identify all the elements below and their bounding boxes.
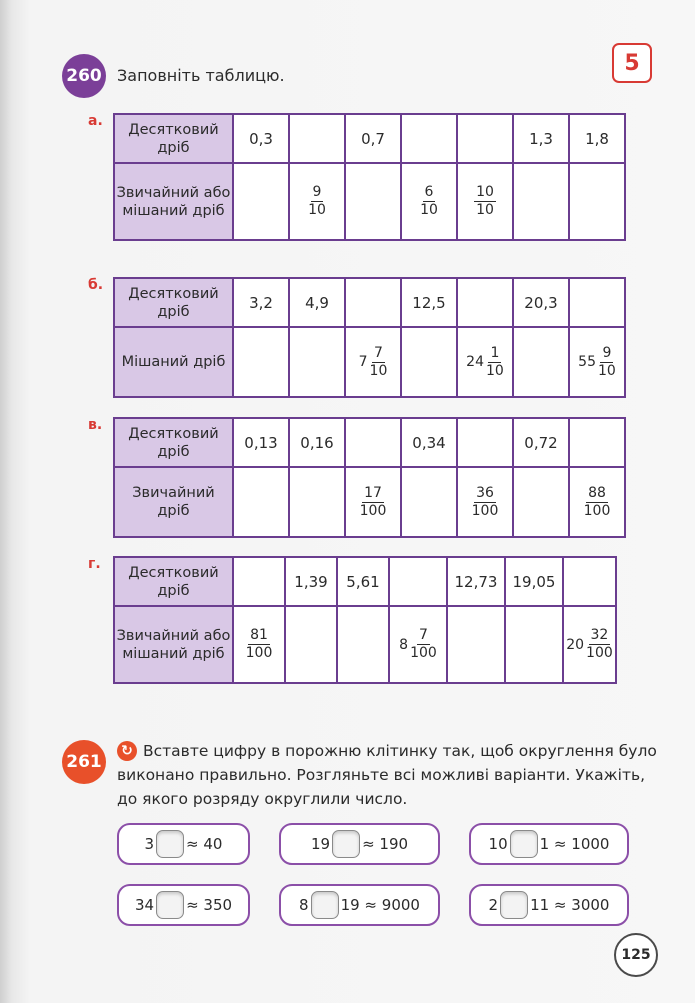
- empty-cell[interactable]: [345, 163, 401, 240]
- denominator: 10: [420, 202, 438, 218]
- empty-cell[interactable]: [401, 467, 457, 537]
- common-fraction: [471, 484, 499, 519]
- empty-cell[interactable]: [337, 606, 389, 683]
- fraction-row: [114, 467, 625, 537]
- decimal-row: [114, 557, 616, 606]
- decimal-row: [114, 278, 625, 327]
- empty-cell[interactable]: [569, 163, 625, 240]
- rounding-result: 1 ≈ 1000: [539, 835, 610, 853]
- fraction: [598, 345, 616, 380]
- row-header-decimal: Десятковий дріб: [114, 278, 233, 327]
- digit-slot[interactable]: [332, 830, 360, 858]
- rounding-item: [469, 823, 629, 865]
- table-part-v: [113, 417, 626, 538]
- empty-cell[interactable]: [563, 557, 616, 606]
- part-label-v: в.: [88, 417, 103, 433]
- fraction-row: [114, 327, 625, 397]
- decimal-cell: 20,3: [513, 278, 569, 327]
- fraction-cell: [345, 467, 401, 537]
- denominator: 100: [471, 502, 499, 519]
- row-header-fraction: Звичайний дріб: [114, 467, 233, 537]
- decimal-cell: 12,5: [401, 278, 457, 327]
- fraction-cell: [563, 606, 616, 683]
- denominator: 10: [486, 362, 504, 379]
- fraction: [246, 627, 273, 662]
- empty-cell[interactable]: [401, 327, 457, 397]
- grade-badge: 5: [612, 43, 652, 83]
- rounding-item: [279, 884, 440, 926]
- empty-cell[interactable]: [233, 557, 285, 606]
- fraction-cell: [457, 467, 513, 537]
- decimal-cell: 19,05: [505, 557, 563, 606]
- number-prefix: 10: [488, 835, 508, 853]
- common-fraction: [583, 484, 611, 519]
- denominator: 100: [359, 502, 387, 519]
- table-part-a: [113, 113, 626, 241]
- rounding-result: 11 ≈ 3000: [530, 896, 610, 914]
- row-header-fraction: Звичайний або мішаний дріб: [114, 606, 233, 683]
- fraction: [370, 345, 388, 380]
- denominator: 100: [410, 645, 437, 661]
- rounding-result: 19 ≈ 9000: [340, 896, 420, 914]
- fraction: [586, 627, 613, 662]
- numerator: 1: [490, 344, 500, 361]
- empty-cell[interactable]: [457, 114, 513, 163]
- decimal-cell: 4,9: [289, 278, 345, 327]
- fraction-cell: [389, 606, 447, 683]
- fraction-cell: [457, 327, 513, 397]
- denominator: 100: [583, 502, 611, 519]
- decimal-cell: 0,13: [233, 418, 289, 467]
- decimal-row: [114, 114, 625, 163]
- fraction: [308, 184, 326, 219]
- denominator: 100: [586, 645, 613, 661]
- numerator: 88: [588, 484, 606, 501]
- decimal-row: [114, 418, 625, 467]
- mixed-number: [399, 627, 437, 662]
- empty-cell[interactable]: [233, 163, 289, 240]
- denominator: 10: [369, 362, 388, 379]
- fraction-cell: [569, 467, 625, 537]
- rounding-result: ≈ 190: [362, 835, 409, 853]
- decimal-cell: 0,3: [233, 114, 289, 163]
- number-prefix: 2: [488, 896, 499, 914]
- empty-cell[interactable]: [289, 327, 345, 397]
- numerator: 9: [602, 344, 612, 361]
- digit-slot[interactable]: [500, 891, 528, 919]
- fraction: [584, 485, 611, 520]
- empty-cell[interactable]: [513, 327, 569, 397]
- digit-slot[interactable]: [156, 891, 184, 919]
- row-header-fraction: Мішаний дріб: [114, 327, 233, 397]
- rounding-result: ≈ 40: [186, 835, 223, 853]
- numerator: 36: [476, 484, 494, 501]
- fraction: [472, 485, 499, 520]
- page-number: 125: [614, 933, 658, 977]
- part-label-g: г.: [88, 556, 101, 572]
- row-header-fraction: Звичайний або мішаний дріб: [114, 163, 233, 240]
- empty-cell[interactable]: [289, 114, 345, 163]
- empty-cell[interactable]: [289, 467, 345, 537]
- empty-cell[interactable]: [285, 606, 337, 683]
- numerator: 81: [250, 627, 268, 643]
- denominator: 10: [476, 202, 494, 218]
- common-fraction: [308, 184, 326, 218]
- decimal-cell: 0,16: [289, 418, 345, 467]
- numerator: 7: [374, 344, 383, 361]
- denominator: 10: [308, 202, 326, 218]
- number-prefix: 8: [299, 896, 309, 914]
- refresh-icon: ↻: [117, 741, 137, 761]
- decimal-cell: 1,3: [513, 114, 569, 163]
- empty-cell[interactable]: [457, 278, 513, 327]
- empty-cell[interactable]: [513, 163, 569, 240]
- rounding-item: [117, 884, 250, 926]
- fraction-cell: [345, 327, 401, 397]
- table-part-g: [113, 556, 617, 684]
- decimal-cell: 3,2: [233, 278, 289, 327]
- number-prefix: 19: [310, 835, 331, 853]
- common-fraction: [420, 184, 438, 218]
- whole-part: 24: [466, 354, 484, 370]
- empty-cell[interactable]: [569, 278, 625, 327]
- empty-cell[interactable]: [233, 467, 289, 537]
- row-header-decimal: Десятковий дріб: [114, 114, 233, 163]
- fraction: [486, 345, 504, 380]
- numerator: 17: [364, 484, 382, 501]
- task-260-title: Заповніть таблицю.: [117, 66, 285, 85]
- empty-cell[interactable]: [233, 327, 289, 397]
- decimal-cell: 0,7: [345, 114, 401, 163]
- empty-cell[interactable]: [505, 606, 563, 683]
- number-prefix: 34: [134, 896, 155, 914]
- digit-slot[interactable]: [156, 830, 184, 858]
- denominator: 100: [245, 645, 273, 661]
- decimal-cell: 1,8: [569, 114, 625, 163]
- decimal-cell: 12,73: [447, 557, 505, 606]
- task-261-text: Вставте цифру в порожню клітинку так, щоб округлення було виконано правильно. Розгляньте всі можливі варіанти. Укажіть, до якого розряду округлили число.: [117, 742, 657, 808]
- fraction-cell: [401, 163, 457, 240]
- task-261-badge: 261: [62, 740, 106, 784]
- common-fraction: [359, 484, 387, 519]
- empty-cell[interactable]: [513, 467, 569, 537]
- rounding-item: [279, 823, 440, 865]
- whole-part: 55: [578, 354, 596, 370]
- common-fraction: [245, 627, 273, 661]
- numerator: 9: [312, 184, 322, 200]
- fraction-cell: [457, 163, 513, 240]
- row-header-decimal: Десятковий дріб: [114, 418, 233, 467]
- mixed-number: [566, 627, 613, 662]
- fraction-cell: [233, 606, 285, 683]
- fraction: [360, 485, 387, 520]
- numerator: 7: [419, 627, 428, 643]
- part-label-b: б.: [88, 277, 104, 293]
- empty-cell[interactable]: [345, 418, 401, 467]
- whole-part: 20: [566, 636, 585, 653]
- decimal-cell: 0,72: [513, 418, 569, 467]
- decimal-cell: 0,34: [401, 418, 457, 467]
- fraction: [410, 627, 437, 662]
- empty-cell[interactable]: [345, 278, 401, 327]
- fraction-row: [114, 163, 625, 240]
- fraction-row: [114, 606, 616, 683]
- mixed-number: [359, 345, 388, 380]
- whole-part: 8: [399, 636, 409, 653]
- rounding-item: [469, 884, 629, 926]
- empty-cell[interactable]: [447, 606, 505, 683]
- fraction-cell: [289, 163, 345, 240]
- empty-cell[interactable]: [401, 114, 457, 163]
- mixed-number: [466, 345, 504, 380]
- empty-cell[interactable]: [389, 557, 447, 606]
- table-part-b: [113, 277, 626, 398]
- decimal-cell: 1,39: [285, 557, 337, 606]
- digit-slot[interactable]: [311, 891, 339, 919]
- decimal-cell: 5,61: [337, 557, 389, 606]
- fraction: [420, 184, 438, 219]
- fraction-cell: [569, 327, 625, 397]
- common-fraction: [474, 184, 496, 218]
- empty-cell[interactable]: [457, 418, 513, 467]
- empty-cell[interactable]: [569, 418, 625, 467]
- digit-slot[interactable]: [510, 830, 538, 858]
- rounding-result: ≈ 350: [186, 896, 233, 914]
- whole-part: 7: [358, 354, 368, 370]
- part-label-a: а.: [88, 113, 103, 129]
- numerator: 32: [590, 627, 609, 643]
- task-260-badge: 260: [62, 54, 106, 98]
- numerator: 6: [424, 184, 434, 200]
- denominator: 10: [598, 362, 616, 379]
- numerator: 10: [476, 184, 494, 200]
- row-header-decimal: Десятковий дріб: [114, 557, 233, 606]
- rounding-item: [117, 823, 250, 865]
- fraction: [474, 184, 496, 219]
- number-prefix: 3: [144, 835, 155, 853]
- mixed-number: [578, 345, 616, 380]
